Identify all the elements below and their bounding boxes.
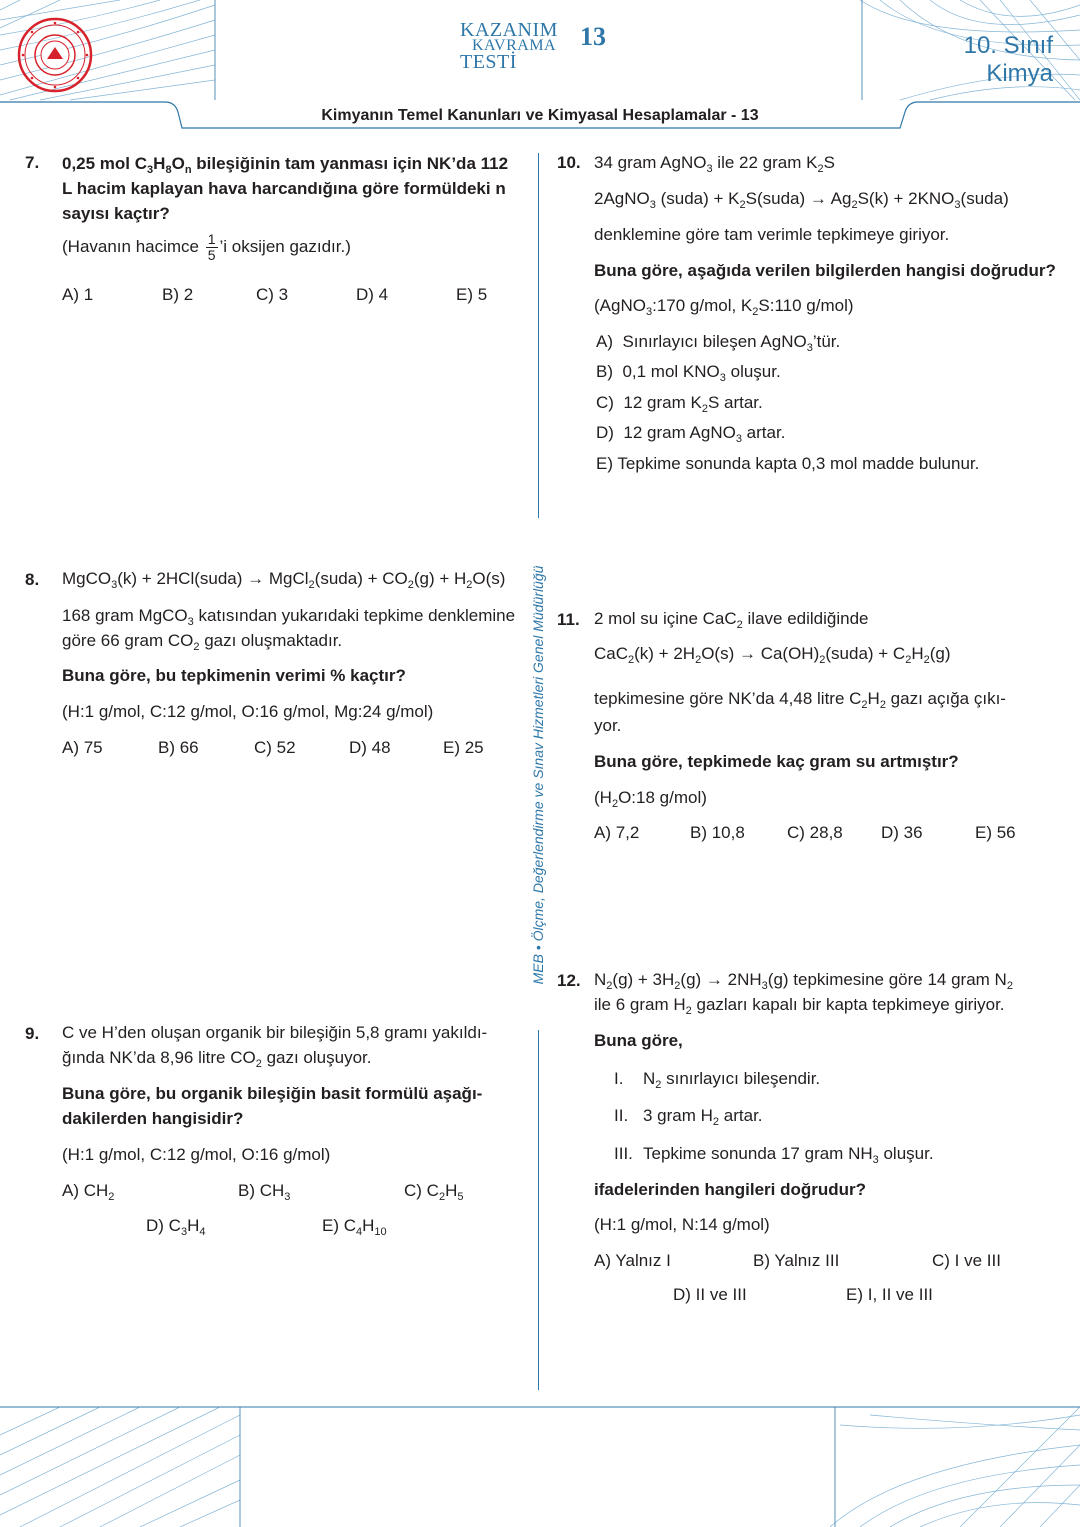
- q11-line3: tepkimesine göre NK’da 4,48 litre $C_2H_2$ gazı açığa çıkı-: [594, 689, 1006, 711]
- footer-decoration: [0, 1405, 1080, 1527]
- q8-text: 168 gram MgCO$_3$ katısından yukarıdaki tepkime denklemine göre 66 gram $CO_2$ gazı oluşmaktadır.: [62, 606, 516, 653]
- q12-line2: ile 6 gram $H_2$ gazları kapalı bir kapta tepkimeye giriyor.: [594, 995, 1005, 1017]
- brand-logo: [460, 19, 580, 73]
- q12-line1: $N_2(g) + 3H_2(g) \to 2NH_3(g)$ tepkimesine göre 14 gram $N_2$: [594, 970, 1013, 992]
- q12-number: 12.: [557, 971, 581, 990]
- q10-option-e[interactable]: E) Tepkime sonunda kapta 0,3 mol madde bulunur.: [596, 454, 980, 473]
- q10-equation: 2AgNO$_3$ (suda) + $K_2S(suda) \to Ag_2S(k)$ + $2KNO_3(suda)$: [594, 189, 1009, 211]
- q8-option-a[interactable]: A) 75: [62, 738, 103, 757]
- q8-number: 8.: [25, 570, 40, 589]
- q11-option-d[interactable]: D) 36: [881, 823, 923, 842]
- q9-question-line2: dakilerden hangisidir?: [62, 1109, 244, 1128]
- q11-option-c[interactable]: C) 28,8: [787, 823, 843, 842]
- q7-option-e[interactable]: E) 5: [456, 285, 488, 304]
- q8-option-c[interactable]: C) 52: [254, 738, 296, 757]
- q9-question-line1: Buna göre, bu organik bileşiğin basit formülü aşağı-: [62, 1084, 483, 1103]
- q7-option-c[interactable]: C) 3: [256, 285, 289, 304]
- q8-masses: (H:1 g/mol, C:12 g/mol, O:16 g/mol, Mg:24 g/mol): [62, 702, 434, 721]
- side-text: MEB • Ölçme, Değerlendirme ve Sınav Hizmetleri Genel Müdürlüğü: [530, 565, 546, 985]
- q11-question: Buna göre, tepkimede kaç gram su artmıştır?: [594, 752, 959, 771]
- grade-label: 10. Sınıf: [963, 32, 1053, 59]
- q10-option-d[interactable]: D) 12 gram AgNO$_3$ artar.: [596, 423, 786, 445]
- q10-option-b[interactable]: B) 0,1 mol $KNO_3$ oluşur.: [596, 362, 781, 384]
- q9-option-c[interactable]: C) $C_2H_5$: [404, 1181, 464, 1203]
- q12-statement-2: 3 gram $H_2$ artar.: [643, 1106, 763, 1128]
- meb-seal-logo: [17, 17, 93, 93]
- q12-statement-2-num: II.: [614, 1106, 629, 1125]
- q9-line1: C ve H’den oluşan organik bir bileşiğin 5,8 gramı yakıldı-: [62, 1023, 488, 1042]
- q11-number: 11.: [557, 610, 580, 629]
- q12-masses: (H:1 g/mol, N:14 g/mol): [594, 1215, 770, 1234]
- q7-option-a[interactable]: A) 1: [62, 285, 94, 304]
- subject-label: Kimya: [986, 60, 1053, 87]
- q12-option-e[interactable]: E) I, II ve III: [846, 1285, 933, 1304]
- q8-option-b[interactable]: B) 66: [158, 738, 199, 757]
- brand-line2: KAVRAMA: [472, 37, 557, 54]
- column-divider-bottom: [538, 1030, 539, 1390]
- q12-statement-3-num: III.: [614, 1144, 633, 1163]
- q12-question-intro: Buna göre,: [594, 1031, 683, 1050]
- q7-fraction: $\frac{1}{5}$: [207, 231, 216, 263]
- q11-option-a[interactable]: A) 7,2: [594, 823, 640, 842]
- q11-equation: $CaC_2(k) + 2H_2O(s)$ → $Ca(OH)_2(suda) + C_2H_2(g)$: [594, 644, 951, 666]
- q7-number: 7.: [25, 153, 40, 172]
- q8-option-d[interactable]: D) 48: [349, 738, 391, 757]
- q12-option-d[interactable]: D) II ve III: [673, 1285, 747, 1304]
- unit-title: Kimyanın Temel Kanunları ve Kimyasal Hesaplamalar - 13: [321, 107, 759, 124]
- q7-note: (Havanın hacimce $\frac{1}{5}$ ’i oksijen gazıdır.): [62, 231, 351, 263]
- q10-question: Buna göre, aşağıda verilen bilgilerden hangisi doğrudur?: [594, 261, 1056, 280]
- q12-option-b[interactable]: B) Yalnız III: [753, 1251, 840, 1270]
- q11-line1: 2 mol su içine CaC$_2$ ilave edildiğinde: [594, 609, 869, 631]
- test-number: 13: [580, 22, 606, 51]
- q10-line3: denklemine göre tam verimle tepkimeye giriyor.: [594, 225, 950, 244]
- q9-masses: (H:1 g/mol, C:12 g/mol, O:16 g/mol): [62, 1145, 331, 1164]
- q11-masses: ($H_2O:18$ g/mol): [594, 788, 707, 810]
- q7-option-d[interactable]: D) 4: [356, 285, 389, 304]
- q10-option-c[interactable]: C) 12 gram $K_2S$ artar.: [596, 393, 763, 415]
- q8-equation: MgCO$_3$(k) + 2HCl(suda) → MgCl$_2$(suda) + $CO_2(g) + H_2O(s)$: [62, 569, 506, 591]
- q9-option-d[interactable]: D) $C_3H_4$: [146, 1216, 206, 1238]
- q12-option-a[interactable]: A) Yalnız I: [594, 1251, 671, 1270]
- q11-option-e[interactable]: E) 56: [975, 823, 1016, 842]
- q12-statement-1-num: I.: [614, 1069, 624, 1088]
- q9-number: 9.: [25, 1024, 40, 1043]
- q10-line1: 34 gram AgNO$_3$ ile 22 gram $K_2S$: [594, 153, 835, 175]
- q7-option-b[interactable]: B) 2: [162, 285, 194, 304]
- q10-masses: (AgNO$_3$:170 g/mol, $K_2S:110$ g/mol): [594, 296, 854, 318]
- q11-option-b[interactable]: B) 10,8: [690, 823, 745, 842]
- q12-statement-3: Tepkime sonunda 17 gram $NH_3$ oluşur.: [643, 1144, 934, 1166]
- q9-option-b[interactable]: B) $CH_3$: [238, 1181, 291, 1203]
- q8-option-e[interactable]: E) 25: [443, 738, 484, 757]
- q12-question-end: ifadelerinden hangileri doğrudur?: [594, 1180, 867, 1199]
- q9-option-e[interactable]: E) $C_4H_{10}$: [322, 1216, 387, 1238]
- q10-number: 10.: [557, 153, 581, 172]
- q12-option-c[interactable]: C) I ve III: [932, 1251, 1001, 1270]
- q11-line4: yor.: [594, 716, 622, 735]
- q8-question: Buna göre, bu tepkimenin verimi % kaçtır?: [62, 666, 406, 685]
- q7-text: 0,25 mol $C_3H_8O_n$ bileşiğinin tam yanması için NK’da 112 L hacim kaplayan hava harcandığına göre formüldeki n sayısı kaçtır?: [62, 154, 509, 223]
- q10-option-a[interactable]: A) Sınırlayıcı bileşen AgNO$_3$’tür.: [596, 332, 841, 354]
- column-divider-top: [538, 153, 539, 518]
- q9-line2: ğında NK’da 8,96 litre $CO_2$ gazı oluşuyor.: [62, 1048, 372, 1070]
- brand-line3: TESTİ: [460, 51, 517, 73]
- q12-statement-1: $N_2$ sınırlayıcı bileşendir.: [643, 1069, 821, 1091]
- q9-option-a[interactable]: A) $CH_2$: [62, 1181, 115, 1203]
- brand-line1: KAZANIM: [460, 19, 558, 41]
